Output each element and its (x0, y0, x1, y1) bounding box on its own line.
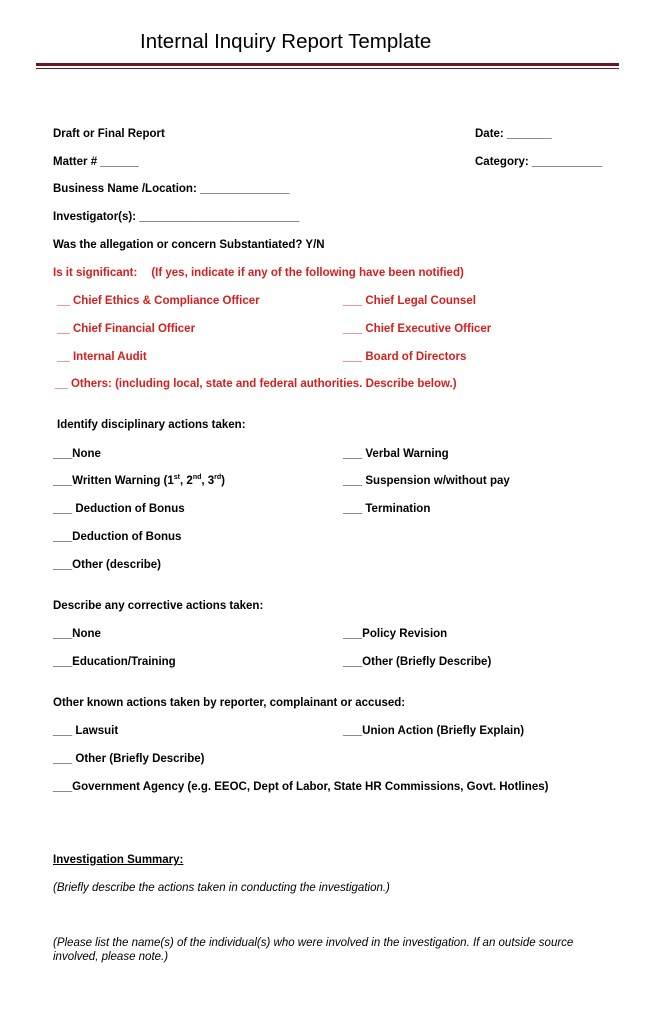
significant-heading (53, 266, 464, 280)
other-government: ___Government Agency (e.g. EEOC, Dept of Labor, State HR Commissions, Govt. Hotlines) (53, 781, 549, 793)
other-actions-heading: Other known actions taken by reporter, complainant or accused: (53, 697, 406, 709)
significant-instruction: (If yes, indicate if any of the following have been notified) (151, 267, 464, 279)
category-field: Category: ___________ (475, 156, 603, 168)
sup-rd: rd (214, 474, 222, 482)
written-warning-text-2: , 2 (180, 475, 193, 487)
investigator-field: Investigator(s): _________________________ (53, 211, 300, 223)
disciplinary-none: ___None (53, 448, 101, 460)
corrective-other: ___Other (Briefly Describe) (343, 656, 492, 668)
disciplinary-termination: ___ Termination (343, 503, 431, 515)
corrective-heading: Describe any corrective actions taken: (53, 600, 264, 612)
disciplinary-other: ___Other (describe) (53, 559, 162, 571)
title-rule-thin (36, 68, 619, 69)
disciplinary-deduction-2: ___Deduction of Bonus (53, 531, 182, 543)
disciplinary-suspension: ___ Suspension w/without pay (343, 475, 510, 487)
significant-label: Is it significant: (53, 267, 138, 279)
written-warning-text-3: , 3 (201, 475, 215, 487)
notify-chief-ethics: __ Chief Ethics & Compliance Officer (57, 295, 260, 307)
corrective-none: ___None (53, 628, 101, 640)
summary-note-2: (Please list the name(s) of the individual(s) who were involved in the investigation. If an outside source involved, please note.) (53, 937, 574, 963)
notify-chief-financial: __ Chief Financial Officer (57, 323, 196, 335)
written-warning-text: ___Written Warning (1 (53, 475, 174, 487)
sup-nd: nd (192, 474, 202, 482)
business-field: Business Name /Location: ______________ (53, 183, 290, 195)
corrective-education: ___Education/Training (53, 656, 176, 668)
substantiated-question: Was the allegation or concern Substantiated? Y/N (53, 239, 325, 251)
notify-others: __ Others: (including local, state and federal authorities. Describe below.) (55, 378, 457, 390)
disciplinary-written (53, 474, 225, 488)
title-rule-thick (36, 63, 619, 66)
notify-chief-executive: ___ Chief Executive Officer (343, 323, 492, 335)
notify-board: ___ Board of Directors (343, 351, 467, 363)
disciplinary-heading: Identify disciplinary actions taken: (57, 419, 246, 431)
draft-final-label: Draft or Final Report (53, 128, 165, 140)
notify-chief-legal: ___ Chief Legal Counsel (343, 295, 476, 307)
other-describe: ___ Other (Briefly Describe) (53, 753, 205, 765)
other-lawsuit: ___ Lawsuit (53, 725, 119, 737)
page-title: Internal Inquiry Report Template (140, 30, 432, 53)
other-union: ___Union Action (Briefly Explain) (343, 725, 525, 737)
notify-internal-audit: __ Internal Audit (57, 351, 147, 363)
disciplinary-verbal: ___ Verbal Warning (343, 448, 449, 460)
disciplinary-deduction-1: ___ Deduction of Bonus (53, 503, 185, 515)
matter-field: Matter # ______ (53, 156, 139, 168)
summary-heading: Investigation Summary: (53, 854, 184, 866)
written-warning-close: ) (221, 475, 226, 487)
corrective-policy: ___Policy Revision (343, 628, 448, 640)
date-field: Date: _______ (475, 128, 552, 140)
summary-note-1: (Briefly describe the actions taken in conducting the investigation.) (53, 882, 390, 894)
sup-st: st (173, 474, 181, 482)
